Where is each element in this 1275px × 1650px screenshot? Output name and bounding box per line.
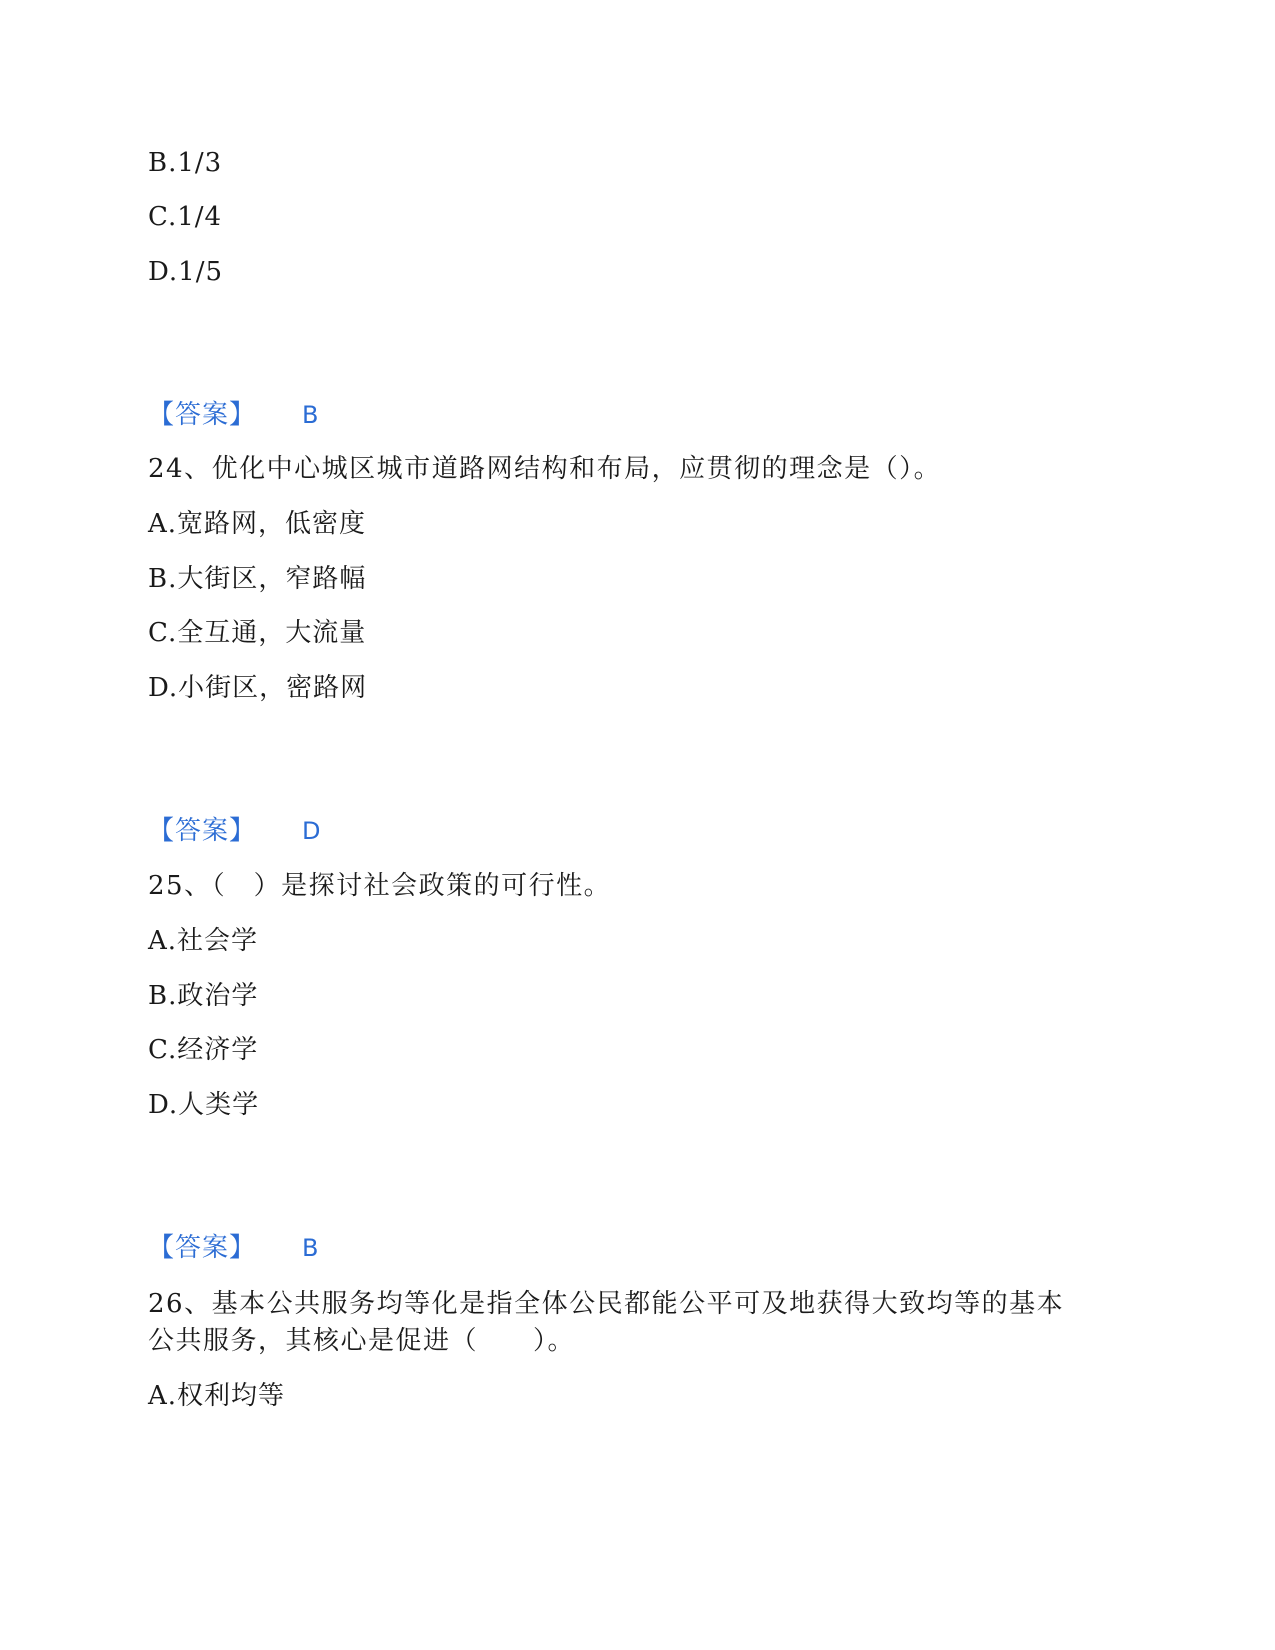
answer-label: 【答案】 [148,400,257,430]
q25-option-b: B.政治学 [148,981,259,1011]
q24-stem: 24、优化中心城区城市道路网结构和布局，应贯彻的理念是（）。 [148,454,942,484]
q23-option-c: C.1/4 [148,202,223,232]
answer-label: 【答案】 [148,816,257,846]
q26-stem-line2: 公共服务，其核心是促进（ ）。 [148,1326,576,1356]
q24-option-d: D.小街区，密路网 [148,673,368,703]
q24-answer-value: D [302,817,321,845]
q26-stem-line1: 26、基本公共服务均等化是指全体公民都能公平可及地获得大致均等的基本 [148,1289,1065,1319]
q24-option-b: B.大街区，窄路幅 [148,564,367,594]
q25-stem: 25、（ ）是探讨社会政策的可行性。 [148,871,612,901]
q25-answer-value: B [302,1234,319,1262]
q24-option-c: C.全互通，大流量 [148,618,367,648]
q25-option-a: A.社会学 [148,926,259,956]
q23-answer-value: B [302,401,319,429]
q25-option-d: D.人类学 [148,1090,260,1120]
q23-option-d: D.1/5 [148,257,224,287]
q23-answer-row [148,399,318,431]
q24-answer-row [148,815,321,847]
q26-option-a: A.权利均等 [148,1381,286,1411]
q23-option-b: B.1/3 [148,148,223,178]
q25-answer-row [148,1232,318,1264]
q24-option-a: A.宽路网，低密度 [148,509,367,539]
answer-label: 【答案】 [148,1233,257,1263]
q25-option-c: C.经济学 [148,1035,259,1065]
